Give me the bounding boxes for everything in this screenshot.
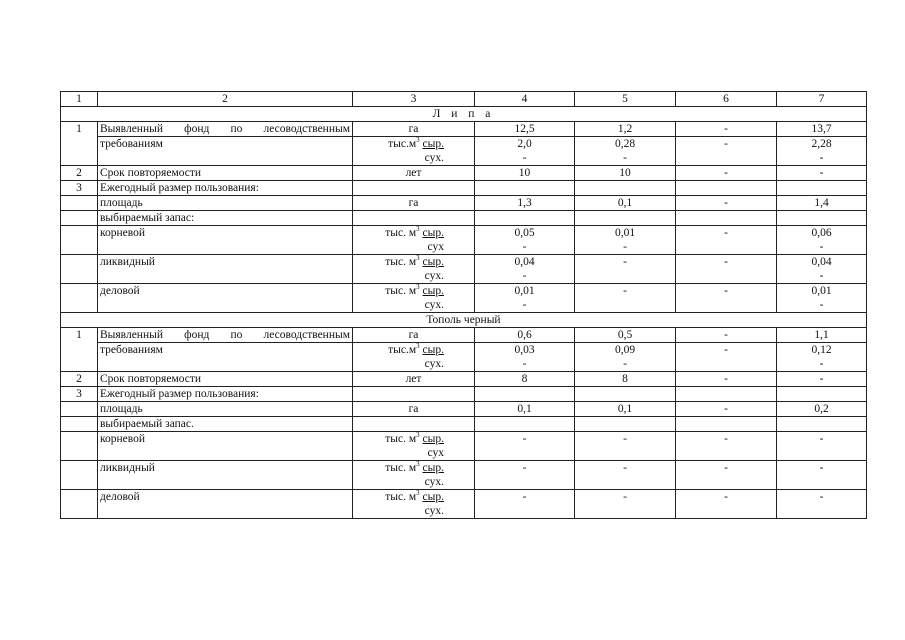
value-dry: - bbox=[623, 241, 627, 253]
fund-label-line2: требованиям bbox=[98, 137, 353, 166]
row-number bbox=[61, 432, 98, 461]
value-wet: - bbox=[724, 433, 728, 445]
empty-cell bbox=[676, 211, 777, 226]
unit-wet: сыр. bbox=[422, 285, 444, 297]
value-cell bbox=[575, 255, 676, 284]
value-cell: 10 bbox=[575, 166, 676, 181]
stock-label: выбираемый запас: bbox=[98, 211, 353, 226]
empty-cell bbox=[353, 417, 475, 432]
value-cell: 8 bbox=[475, 372, 575, 387]
unit-prefix: тыс. м bbox=[385, 433, 417, 445]
unit-ha: га bbox=[353, 122, 475, 137]
unit-wet: сыр. bbox=[422, 344, 444, 356]
value-cell: 1,3 bbox=[475, 196, 575, 211]
unit-volume bbox=[353, 343, 475, 372]
value-cell bbox=[575, 226, 676, 255]
annual-label: Ежегодный размер пользования: bbox=[98, 387, 353, 402]
value-cell bbox=[777, 226, 867, 255]
stock-unit bbox=[353, 490, 475, 519]
value-dry: - bbox=[819, 152, 824, 164]
value-cell: 0,1 bbox=[475, 402, 575, 417]
value-wet: - bbox=[724, 138, 728, 150]
row-number bbox=[61, 417, 98, 432]
value-dry: - bbox=[522, 299, 527, 311]
stock-row bbox=[61, 226, 867, 255]
unit-dry: сух. bbox=[424, 358, 444, 370]
stock-type-label: корневой bbox=[98, 226, 353, 255]
value-cell: 12,5 bbox=[475, 122, 575, 137]
unit-prefix: тыс. м bbox=[385, 285, 417, 297]
value-wet: - bbox=[724, 491, 728, 503]
value-wet: - bbox=[623, 256, 627, 268]
annual-label: Ежегодный размер пользования: bbox=[98, 181, 353, 196]
fund-row-volume bbox=[61, 343, 867, 372]
value-dry: - bbox=[522, 270, 527, 282]
stock-unit bbox=[353, 461, 475, 490]
area-row bbox=[61, 402, 867, 417]
stock-unit bbox=[353, 255, 475, 284]
row-number: 2 bbox=[61, 372, 98, 387]
stock-unit bbox=[353, 226, 475, 255]
value-wet: 0,12 bbox=[811, 344, 832, 356]
value-cell: - bbox=[676, 122, 777, 137]
empty-cell bbox=[353, 387, 475, 402]
area-label: площадь bbox=[98, 402, 353, 417]
term-unit: лет bbox=[353, 166, 475, 181]
empty-cell bbox=[475, 181, 575, 196]
value-cell: - bbox=[676, 402, 777, 417]
value-cell: 0,2 bbox=[777, 402, 867, 417]
row-number: 1 bbox=[61, 328, 98, 372]
fund-label bbox=[98, 122, 353, 137]
value-dry: - bbox=[819, 358, 824, 370]
value-cell: - bbox=[676, 196, 777, 211]
row-number bbox=[61, 211, 98, 226]
row-number bbox=[61, 226, 98, 255]
row-number: 1 bbox=[61, 122, 98, 166]
stock-label: выбираемый запас. bbox=[98, 417, 353, 432]
stock-row bbox=[61, 432, 867, 461]
unit-superscript: 3 bbox=[416, 283, 420, 291]
header-row bbox=[61, 92, 867, 107]
unit-prefix: тыс. м bbox=[385, 256, 417, 268]
unit-prefix: тыс. м bbox=[385, 491, 417, 503]
term-row bbox=[61, 166, 867, 181]
value-wet: 0,01 bbox=[811, 285, 832, 297]
value-cell bbox=[475, 343, 575, 372]
row-number: 2 bbox=[61, 166, 98, 181]
unit-prefix: тыс. м bbox=[385, 227, 417, 239]
value-cell: 1,2 bbox=[575, 122, 676, 137]
value-cell bbox=[575, 432, 676, 461]
value-cell bbox=[676, 255, 777, 284]
value-cell bbox=[676, 137, 777, 166]
value-cell: 1,4 bbox=[777, 196, 867, 211]
value-dry: - bbox=[819, 299, 824, 311]
unit-dry: сух. bbox=[424, 505, 444, 517]
section-title: Тополь черный bbox=[61, 313, 867, 328]
value-wet: 2,28 bbox=[811, 138, 832, 150]
value-cell bbox=[575, 461, 676, 490]
value-cell bbox=[676, 461, 777, 490]
value-cell: - bbox=[777, 372, 867, 387]
unit-superscript: 3 bbox=[416, 342, 420, 350]
stock-type-label: корневой bbox=[98, 432, 353, 461]
value-cell bbox=[676, 432, 777, 461]
value-wet: - bbox=[724, 344, 728, 356]
row-number bbox=[61, 255, 98, 284]
forest-resource-table bbox=[60, 91, 867, 519]
row-number bbox=[61, 402, 98, 417]
unit-wet: сыр. bbox=[422, 491, 444, 503]
stock-row bbox=[61, 255, 867, 284]
value-cell: - bbox=[676, 372, 777, 387]
section-title-row bbox=[61, 107, 867, 122]
term-row bbox=[61, 372, 867, 387]
value-dry: - bbox=[819, 241, 824, 253]
unit-dry: сух. bbox=[424, 476, 444, 488]
value-cell: 8 bbox=[575, 372, 676, 387]
value-cell bbox=[777, 137, 867, 166]
empty-cell bbox=[475, 387, 575, 402]
value-dry: - bbox=[623, 152, 627, 164]
empty-cell bbox=[575, 181, 676, 196]
fund-row-volume bbox=[61, 137, 867, 166]
annual-row bbox=[61, 181, 867, 196]
empty-cell bbox=[777, 417, 867, 432]
stock-label-row bbox=[61, 417, 867, 432]
row-number: 3 bbox=[61, 181, 98, 196]
value-wet: 0,04 bbox=[514, 256, 535, 268]
unit-prefix: тыс.м bbox=[388, 138, 417, 150]
empty-cell bbox=[777, 211, 867, 226]
unit-superscript: 3 bbox=[416, 460, 420, 468]
value-cell: 1,1 bbox=[777, 328, 867, 343]
empty-cell bbox=[475, 211, 575, 226]
area-label: площадь bbox=[98, 196, 353, 211]
empty-cell bbox=[575, 211, 676, 226]
unit-wet: сыр. bbox=[422, 138, 444, 150]
value-wet: - bbox=[522, 491, 527, 503]
unit-prefix: тыс.м bbox=[388, 344, 417, 356]
value-cell: 0,1 bbox=[575, 196, 676, 211]
row-number bbox=[61, 490, 98, 519]
empty-cell bbox=[777, 387, 867, 402]
empty-cell bbox=[676, 387, 777, 402]
empty-cell bbox=[676, 417, 777, 432]
unit-dry: сух bbox=[427, 447, 444, 459]
value-wet: 2,0 bbox=[517, 138, 532, 150]
value-cell bbox=[575, 284, 676, 313]
value-cell bbox=[475, 432, 575, 461]
row-number bbox=[61, 284, 98, 313]
unit-dry: сух. bbox=[424, 270, 444, 282]
empty-cell bbox=[353, 211, 475, 226]
value-wet: 0,01 bbox=[614, 227, 636, 239]
empty-cell bbox=[353, 181, 475, 196]
header-cell: 6 bbox=[676, 92, 777, 107]
value-cell bbox=[475, 226, 575, 255]
header-cell: 3 bbox=[353, 92, 475, 107]
value-cell bbox=[777, 284, 867, 313]
stock-type-label: деловой bbox=[98, 284, 353, 313]
unit-wet: сыр. bbox=[422, 462, 444, 474]
value-cell bbox=[475, 137, 575, 166]
stock-unit bbox=[353, 432, 475, 461]
value-cell bbox=[676, 284, 777, 313]
value-cell: 10 bbox=[475, 166, 575, 181]
fund-label-line1: Выявленный фонд по лесоводственным bbox=[100, 329, 350, 341]
value-wet: - bbox=[623, 433, 627, 445]
fund-label-line2: требованиям bbox=[98, 343, 353, 372]
value-wet: - bbox=[724, 285, 728, 297]
value-wet: - bbox=[724, 227, 728, 239]
value-cell: 13,7 bbox=[777, 122, 867, 137]
value-cell bbox=[676, 490, 777, 519]
value-cell bbox=[575, 343, 676, 372]
value-wet: 0,06 bbox=[811, 227, 832, 239]
section-title-row bbox=[61, 313, 867, 328]
value-cell: - bbox=[777, 166, 867, 181]
value-dry: - bbox=[522, 152, 527, 164]
term-unit: лет bbox=[353, 372, 475, 387]
fund-label-line1: Выявленный фонд по лесоводственным bbox=[100, 123, 350, 135]
value-cell bbox=[676, 343, 777, 372]
value-cell bbox=[777, 432, 867, 461]
row-number bbox=[61, 461, 98, 490]
stock-type-label: ликвидный bbox=[98, 461, 353, 490]
value-wet: 0,01 bbox=[514, 285, 535, 297]
value-wet: 0,28 bbox=[614, 138, 636, 150]
value-cell: - bbox=[676, 166, 777, 181]
empty-cell bbox=[777, 181, 867, 196]
unit-wet: сыр. bbox=[422, 227, 444, 239]
section-title: Л и п а bbox=[61, 107, 867, 122]
stock-type-label: ликвидный bbox=[98, 255, 353, 284]
unit-wet: сыр. bbox=[422, 256, 444, 268]
unit-superscript: 3 bbox=[416, 431, 420, 439]
value-wet: - bbox=[819, 433, 824, 445]
value-dry: - bbox=[819, 270, 824, 282]
value-cell bbox=[475, 490, 575, 519]
empty-cell bbox=[575, 387, 676, 402]
stock-label-row bbox=[61, 211, 867, 226]
value-cell bbox=[777, 490, 867, 519]
fund-row-area bbox=[61, 328, 867, 343]
value-cell bbox=[475, 255, 575, 284]
value-cell bbox=[475, 461, 575, 490]
value-wet: 0,05 bbox=[514, 227, 535, 239]
value-wet: - bbox=[623, 285, 627, 297]
row-number bbox=[61, 196, 98, 211]
stock-type-label: деловой bbox=[98, 490, 353, 519]
value-cell bbox=[777, 255, 867, 284]
value-wet: 0,04 bbox=[811, 256, 832, 268]
value-cell bbox=[575, 490, 676, 519]
stock-row bbox=[61, 490, 867, 519]
header-cell: 2 bbox=[98, 92, 353, 107]
value-wet: - bbox=[724, 256, 728, 268]
value-dry: - bbox=[623, 358, 627, 370]
header-cell: 7 bbox=[777, 92, 867, 107]
empty-cell bbox=[575, 417, 676, 432]
fund-row-area bbox=[61, 122, 867, 137]
empty-cell bbox=[475, 417, 575, 432]
unit-dry: сух bbox=[427, 241, 444, 253]
annual-row bbox=[61, 387, 867, 402]
value-cell: - bbox=[676, 328, 777, 343]
value-wet: 0,03 bbox=[514, 344, 535, 356]
unit-superscript: 3 bbox=[416, 225, 420, 233]
empty-cell bbox=[676, 181, 777, 196]
term-label: Срок повторяемости bbox=[98, 372, 353, 387]
term-label: Срок повторяемости bbox=[98, 166, 353, 181]
unit-superscript: 3 bbox=[416, 254, 420, 262]
forest-resource-table-sheet bbox=[60, 91, 866, 519]
unit-wet: сыр. bbox=[422, 433, 444, 445]
stock-unit bbox=[353, 284, 475, 313]
value-wet: - bbox=[724, 462, 728, 474]
header-cell: 5 bbox=[575, 92, 676, 107]
unit-dry: сух. bbox=[424, 152, 444, 164]
value-cell bbox=[777, 461, 867, 490]
unit-ha: га bbox=[353, 328, 475, 343]
stock-row bbox=[61, 461, 867, 490]
value-cell: 0,6 bbox=[475, 328, 575, 343]
area-unit: га bbox=[353, 402, 475, 417]
value-wet: - bbox=[623, 462, 627, 474]
value-dry: - bbox=[522, 241, 527, 253]
row-number: 3 bbox=[61, 387, 98, 402]
value-cell bbox=[475, 284, 575, 313]
unit-volume bbox=[353, 137, 475, 166]
value-cell bbox=[777, 343, 867, 372]
value-cell bbox=[575, 137, 676, 166]
stock-row bbox=[61, 284, 867, 313]
area-row bbox=[61, 196, 867, 211]
value-wet: - bbox=[522, 462, 527, 474]
unit-superscript: 3 bbox=[416, 489, 420, 497]
unit-dry: сух. bbox=[424, 299, 444, 311]
value-wet: 0,09 bbox=[614, 344, 636, 356]
value-cell: 0,5 bbox=[575, 328, 676, 343]
value-wet: - bbox=[819, 462, 824, 474]
header-cell: 4 bbox=[475, 92, 575, 107]
value-cell bbox=[676, 226, 777, 255]
value-wet: - bbox=[522, 433, 527, 445]
fund-label bbox=[98, 328, 353, 343]
value-wet: - bbox=[623, 491, 627, 503]
value-dry: - bbox=[522, 358, 527, 370]
unit-prefix: тыс. м bbox=[385, 462, 417, 474]
unit-superscript: 3 bbox=[416, 136, 420, 144]
header-cell: 1 bbox=[61, 92, 98, 107]
value-wet: - bbox=[819, 491, 824, 503]
value-cell: 0,1 bbox=[575, 402, 676, 417]
area-unit: га bbox=[353, 196, 475, 211]
